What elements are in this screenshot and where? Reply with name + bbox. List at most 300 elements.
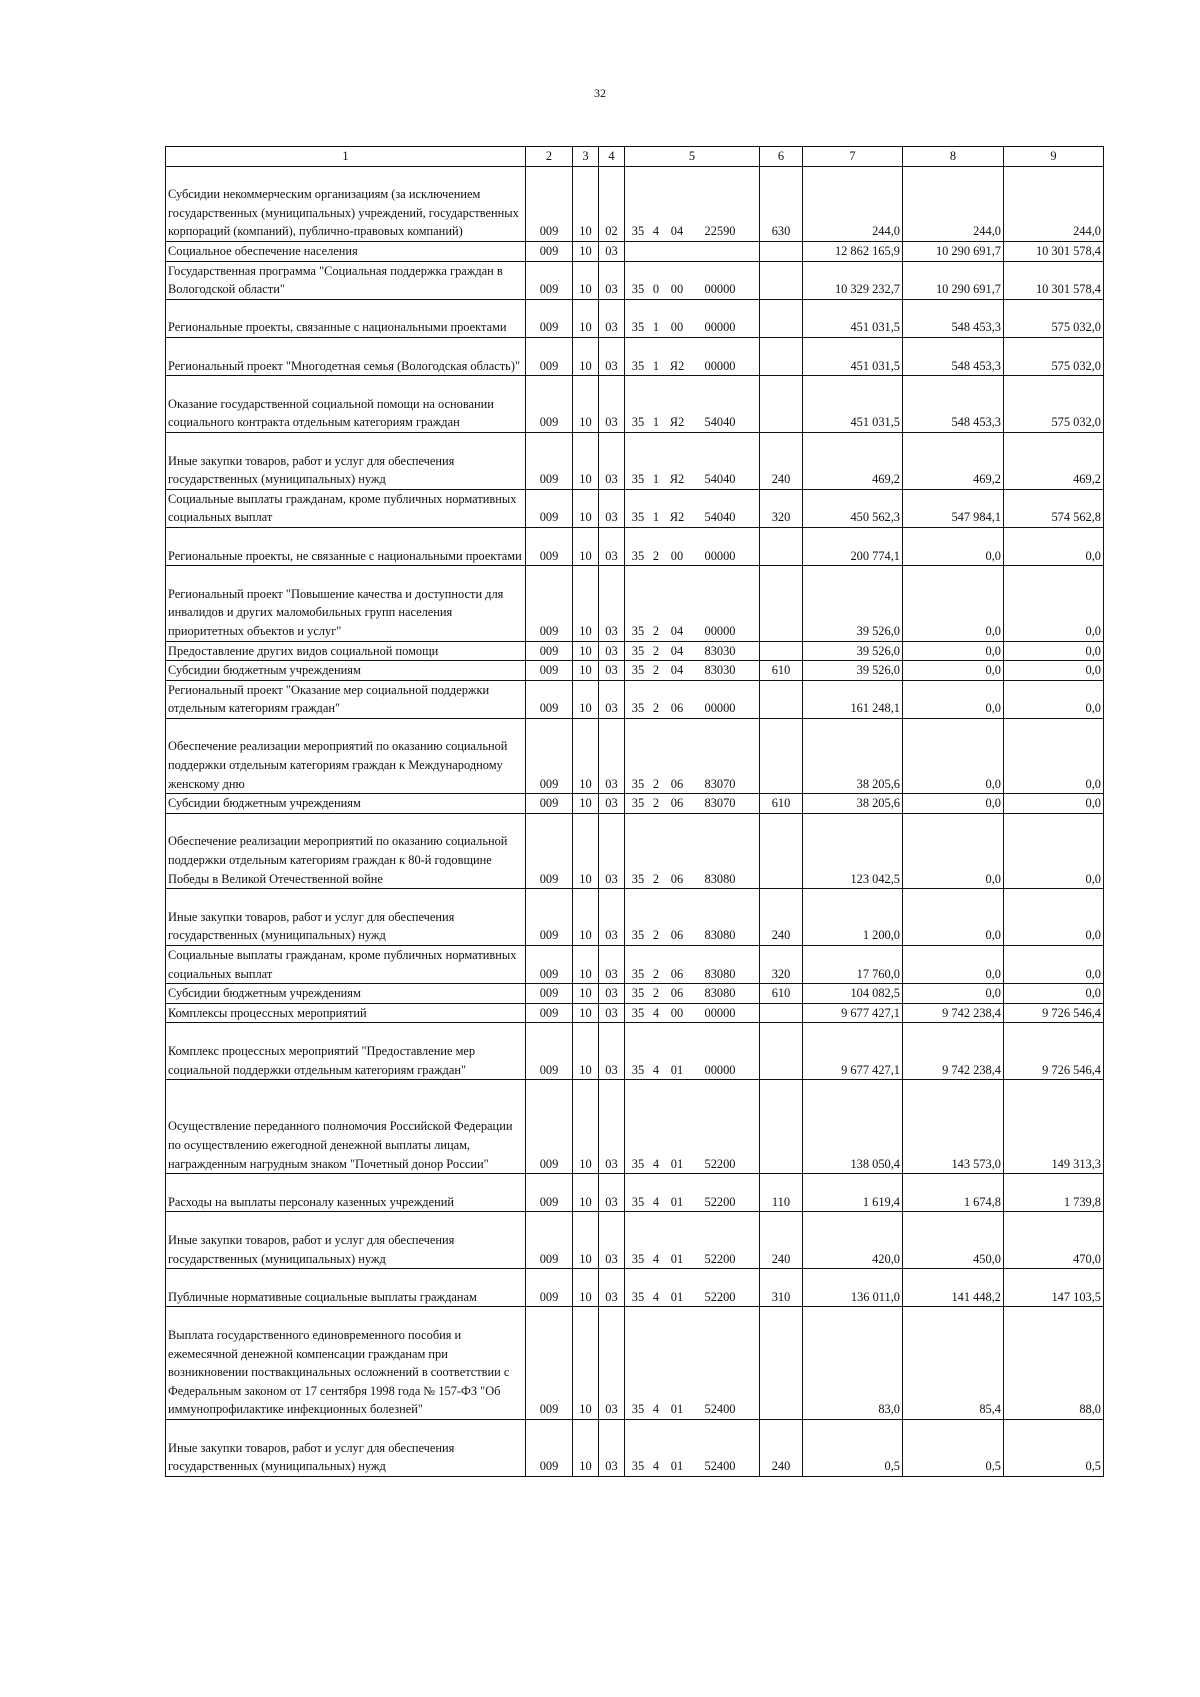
row-amount-2027: 574 562,8 — [1004, 489, 1104, 527]
target-article-code — [627, 508, 757, 527]
row-subsection: 03 — [599, 376, 625, 433]
row-ministry-code: 009 — [526, 1080, 573, 1174]
row-section: 10 — [573, 261, 599, 299]
row-name: Субсидии бюджетным учреждениям — [166, 794, 526, 814]
row-amount-2025: 83,0 — [803, 1307, 903, 1420]
target-article-part: 2 — [652, 986, 660, 1001]
row-amount-2026: 9 742 238,4 — [903, 1003, 1004, 1023]
row-section: 10 — [573, 337, 599, 375]
target-article-code — [627, 547, 757, 566]
row-subsection: 03 — [599, 1307, 625, 1420]
row-amount-2026: 0,0 — [903, 661, 1004, 681]
row-amount-2025: 12 862 165,9 — [803, 241, 903, 261]
row-subsection: 03 — [599, 641, 625, 661]
row-expense-type: 630 — [760, 166, 803, 241]
target-article-part: 06 — [670, 701, 684, 716]
row-target-article — [625, 566, 760, 641]
header-row — [166, 147, 1104, 167]
target-article-part: 35 — [631, 643, 645, 658]
row-ministry-code: 009 — [526, 1023, 573, 1080]
row-section: 10 — [573, 1212, 599, 1269]
row-name: Региональный проект "Повышение качества и доступности для инвалидов и других маломобильных групп населения приоритетных объектов и услуг" — [166, 566, 526, 641]
row-ministry-code: 009 — [526, 1269, 573, 1307]
target-article-code — [627, 318, 757, 337]
target-article-part: 35 — [631, 415, 645, 430]
target-article-part: 1 — [652, 320, 660, 335]
target-article-code — [627, 775, 757, 794]
row-subsection: 03 — [599, 261, 625, 299]
row-amount-2025: 451 031,5 — [803, 376, 903, 433]
row-target-article — [625, 1003, 760, 1023]
table-row — [166, 1080, 1104, 1174]
row-ministry-code: 009 — [526, 984, 573, 1004]
row-section: 10 — [573, 1269, 599, 1307]
row-subsection: 03 — [599, 527, 625, 565]
target-article-part: 00000 — [704, 1005, 736, 1020]
target-article-part: 2 — [652, 623, 660, 638]
row-amount-2026: 548 453,3 — [903, 299, 1004, 337]
target-article-part: 83080 — [704, 928, 736, 943]
row-amount-2027: 9 726 546,4 — [1004, 1003, 1104, 1023]
row-amount-2025: 161 248,1 — [803, 680, 903, 718]
row-section: 10 — [573, 1174, 599, 1212]
row-amount-2026: 141 448,2 — [903, 1269, 1004, 1307]
target-article-part: 01 — [670, 1289, 684, 1304]
table-row — [166, 1269, 1104, 1307]
target-article-part: 52200 — [704, 1289, 736, 1304]
table-row — [166, 813, 1104, 888]
row-section: 10 — [573, 376, 599, 433]
target-article-part: 83070 — [704, 776, 736, 791]
table-row — [166, 1023, 1104, 1080]
row-name: Комплекс процессных мероприятий "Предоставление мер социальной поддержки отдельным категориям граждан" — [166, 1023, 526, 1080]
row-ministry-code: 009 — [526, 1307, 573, 1420]
row-expense-type — [760, 261, 803, 299]
row-section: 10 — [573, 1307, 599, 1420]
target-article-part: Я2 — [669, 358, 685, 373]
target-article-part: 2 — [652, 966, 660, 981]
row-amount-2027: 0,0 — [1004, 946, 1104, 984]
row-amount-2026: 0,0 — [903, 794, 1004, 814]
target-article-part: 54040 — [704, 472, 736, 487]
row-target-article — [625, 432, 760, 489]
target-article-part: 06 — [670, 796, 684, 811]
row-target-article — [625, 641, 760, 661]
row-amount-2026: 0,0 — [903, 984, 1004, 1004]
table-row — [166, 680, 1104, 718]
target-article-part: 52200 — [704, 1251, 736, 1266]
row-expense-type — [760, 337, 803, 375]
row-expense-type: 610 — [760, 794, 803, 814]
table-row — [166, 718, 1104, 793]
row-amount-2026: 0,0 — [903, 813, 1004, 888]
target-article-part: 04 — [670, 623, 684, 638]
target-article-code — [627, 1400, 757, 1419]
header-col-9: 9 — [1004, 147, 1104, 167]
row-subsection: 03 — [599, 1023, 625, 1080]
row-expense-type — [760, 718, 803, 793]
target-article-part: 4 — [652, 1005, 660, 1020]
row-amount-2027: 0,0 — [1004, 984, 1104, 1004]
page-number: 32 — [594, 86, 606, 100]
target-article-part: 35 — [631, 1194, 645, 1209]
target-article-code — [627, 622, 757, 641]
target-article-part: 54040 — [704, 415, 736, 430]
row-amount-2027: 575 032,0 — [1004, 376, 1104, 433]
row-target-article — [625, 984, 760, 1004]
target-article-part: 83080 — [704, 966, 736, 981]
target-article-code — [627, 1288, 757, 1307]
row-amount-2027: 10 301 578,4 — [1004, 241, 1104, 261]
row-amount-2025: 451 031,5 — [803, 337, 903, 375]
row-amount-2026: 0,0 — [903, 680, 1004, 718]
target-article-part: 2 — [652, 776, 660, 791]
row-subsection: 03 — [599, 718, 625, 793]
row-ministry-code: 009 — [526, 1003, 573, 1023]
target-article-code — [627, 1250, 757, 1269]
row-ministry-code: 009 — [526, 794, 573, 814]
target-article-code — [627, 222, 757, 241]
row-amount-2025: 17 760,0 — [803, 946, 903, 984]
row-amount-2027: 469,2 — [1004, 432, 1104, 489]
target-article-part: 35 — [631, 548, 645, 563]
table-row — [166, 432, 1104, 489]
row-target-article — [625, 241, 760, 261]
row-amount-2027: 88,0 — [1004, 1307, 1104, 1420]
row-ministry-code: 009 — [526, 166, 573, 241]
row-target-article — [625, 261, 760, 299]
row-ministry-code: 009 — [526, 489, 573, 527]
row-section: 10 — [573, 299, 599, 337]
row-subsection: 03 — [599, 984, 625, 1004]
row-expense-type — [760, 241, 803, 261]
row-subsection: 03 — [599, 489, 625, 527]
target-article-part: 35 — [631, 623, 645, 638]
table-body — [166, 166, 1104, 1476]
target-article-part: 4 — [652, 1062, 660, 1077]
target-article-part: 2 — [652, 663, 660, 678]
row-ministry-code: 009 — [526, 376, 573, 433]
row-ministry-code: 009 — [526, 261, 573, 299]
row-target-article — [625, 1307, 760, 1420]
row-amount-2025: 469,2 — [803, 432, 903, 489]
row-ministry-code: 009 — [526, 661, 573, 681]
target-article-part: 2 — [652, 701, 660, 716]
row-amount-2026: 0,0 — [903, 718, 1004, 793]
row-amount-2027: 0,0 — [1004, 889, 1104, 946]
row-amount-2026: 0,5 — [903, 1419, 1004, 1476]
row-name: Иные закупки товаров, работ и услуг для обеспечения государственных (муниципальных) нужд — [166, 432, 526, 489]
target-article-part: 83030 — [704, 663, 736, 678]
target-article-part: 1 — [652, 472, 660, 487]
row-name: Субсидии некоммерческим организациям (за исключением государственных (муниципальных) учреждений, государственных корпораций (компаний), публично-правовых компаний) — [166, 166, 526, 241]
row-expense-type: 240 — [760, 1212, 803, 1269]
header-col-3: 3 — [573, 147, 599, 167]
table-row — [166, 299, 1104, 337]
row-subsection: 03 — [599, 813, 625, 888]
target-article-part: 01 — [670, 1402, 684, 1417]
row-amount-2026: 10 290 691,7 — [903, 241, 1004, 261]
row-subsection: 03 — [599, 1419, 625, 1476]
row-amount-2027: 575 032,0 — [1004, 299, 1104, 337]
row-target-article — [625, 1080, 760, 1174]
row-target-article — [625, 889, 760, 946]
header-col-6: 6 — [760, 147, 803, 167]
target-article-part: 52400 — [704, 1402, 736, 1417]
row-amount-2025: 1 619,4 — [803, 1174, 903, 1212]
table-row — [166, 641, 1104, 661]
row-amount-2025: 136 011,0 — [803, 1269, 903, 1307]
target-article-part: 00000 — [704, 320, 736, 335]
row-name: Субсидии бюджетным учреждениям — [166, 984, 526, 1004]
row-ministry-code: 009 — [526, 337, 573, 375]
target-article-part: 35 — [631, 472, 645, 487]
row-subsection: 03 — [599, 1212, 625, 1269]
target-article-part: 35 — [631, 1005, 645, 1020]
row-name: Социальные выплаты гражданам, кроме публичных нормативных социальных выплат — [166, 489, 526, 527]
row-amount-2025: 244,0 — [803, 166, 903, 241]
row-target-article — [625, 1212, 760, 1269]
table-row — [166, 527, 1104, 565]
target-article-part: 06 — [670, 871, 684, 886]
row-expense-type — [760, 641, 803, 661]
row-section: 10 — [573, 946, 599, 984]
row-amount-2026: 469,2 — [903, 432, 1004, 489]
target-article-part: 00000 — [704, 701, 736, 716]
row-section: 10 — [573, 1419, 599, 1476]
target-article-part: 22590 — [704, 224, 736, 239]
row-expense-type: 110 — [760, 1174, 803, 1212]
row-section: 10 — [573, 813, 599, 888]
row-ministry-code: 009 — [526, 718, 573, 793]
target-article-part: Я2 — [669, 415, 685, 430]
table-row — [166, 946, 1104, 984]
row-name: Региональные проекты, связанные с национальными проектами — [166, 299, 526, 337]
row-ministry-code: 009 — [526, 641, 573, 661]
row-amount-2027: 470,0 — [1004, 1212, 1104, 1269]
row-subsection: 03 — [599, 337, 625, 375]
row-amount-2027: 575 032,0 — [1004, 337, 1104, 375]
row-target-article — [625, 794, 760, 814]
row-target-article — [625, 680, 760, 718]
row-amount-2027: 0,0 — [1004, 661, 1104, 681]
row-expense-type — [760, 299, 803, 337]
row-expense-type — [760, 1023, 803, 1080]
target-article-part: 4 — [652, 1251, 660, 1266]
target-article-part: 01 — [670, 1062, 684, 1077]
row-subsection: 03 — [599, 661, 625, 681]
row-target-article — [625, 661, 760, 681]
table-row — [166, 889, 1104, 946]
target-article-part: 00000 — [704, 358, 736, 373]
row-name: Расходы на выплаты персоналу казенных учреждений — [166, 1174, 526, 1212]
row-amount-2025: 9 677 427,1 — [803, 1003, 903, 1023]
row-amount-2025: 200 774,1 — [803, 527, 903, 565]
row-amount-2025: 123 042,5 — [803, 813, 903, 888]
target-article-part: Я2 — [669, 510, 685, 525]
row-amount-2026: 0,0 — [903, 566, 1004, 641]
header-col-2: 2 — [526, 147, 573, 167]
row-target-article — [625, 299, 760, 337]
row-name: Региональные проекты, не связанные с национальными проектами — [166, 527, 526, 565]
target-article-part: 35 — [631, 224, 645, 239]
target-article-part: 4 — [652, 1194, 660, 1209]
target-article-code — [627, 661, 757, 680]
target-article-part: 54040 — [704, 510, 736, 525]
target-article-part: 35 — [631, 928, 645, 943]
row-name: Социальное обеспечение населения — [166, 241, 526, 261]
row-ministry-code: 009 — [526, 299, 573, 337]
target-article-part: 35 — [631, 282, 645, 297]
row-expense-type — [760, 527, 803, 565]
row-amount-2025: 10 329 232,7 — [803, 261, 903, 299]
row-amount-2027: 0,0 — [1004, 641, 1104, 661]
target-article-part: 2 — [652, 871, 660, 886]
target-article-part: 06 — [670, 776, 684, 791]
row-subsection: 03 — [599, 1003, 625, 1023]
target-article-part: 04 — [670, 663, 684, 678]
row-amount-2025: 450 562,3 — [803, 489, 903, 527]
row-ministry-code: 009 — [526, 889, 573, 946]
target-article-code — [627, 1193, 757, 1212]
row-subsection: 03 — [599, 1174, 625, 1212]
row-expense-type — [760, 566, 803, 641]
target-article-code — [627, 1457, 757, 1476]
row-target-article — [625, 527, 760, 565]
row-amount-2026: 244,0 — [903, 166, 1004, 241]
target-article-part: 00 — [670, 320, 684, 335]
header-col-1: 1 — [166, 147, 526, 167]
row-subsection: 03 — [599, 889, 625, 946]
row-section: 10 — [573, 432, 599, 489]
budget-table — [165, 146, 1104, 1477]
target-article-part: 35 — [631, 1402, 645, 1417]
row-amount-2025: 138 050,4 — [803, 1080, 903, 1174]
row-amount-2025: 38 205,6 — [803, 794, 903, 814]
row-target-article — [625, 1174, 760, 1212]
target-article-part: 83070 — [704, 796, 736, 811]
row-name: Осуществление переданного полномочия Российской Федерации по осуществлению ежегодной денежной выплаты лицам, награжденным нагрудным знаком "Почетный донор России" — [166, 1080, 526, 1174]
row-section: 10 — [573, 889, 599, 946]
target-article-part: 00 — [670, 282, 684, 297]
target-article-part: 35 — [631, 320, 645, 335]
target-article-part: 04 — [670, 643, 684, 658]
target-article-code — [627, 926, 757, 945]
target-article-part: 83030 — [704, 643, 736, 658]
row-amount-2025: 38 205,6 — [803, 718, 903, 793]
target-article-part: 35 — [631, 701, 645, 716]
row-name: Государственная программа "Социальная поддержка граждан в Вологодской области" — [166, 261, 526, 299]
row-target-article — [625, 376, 760, 433]
row-amount-2026: 143 573,0 — [903, 1080, 1004, 1174]
table-row — [166, 1212, 1104, 1269]
header-col-5: 5 — [625, 147, 760, 167]
row-section: 10 — [573, 661, 599, 681]
table-row — [166, 794, 1104, 814]
row-amount-2027: 0,5 — [1004, 1419, 1104, 1476]
row-amount-2026: 0,0 — [903, 641, 1004, 661]
row-amount-2027: 0,0 — [1004, 566, 1104, 641]
target-article-part: 06 — [670, 966, 684, 981]
row-ministry-code: 009 — [526, 432, 573, 489]
target-article-part: 00000 — [704, 282, 736, 297]
row-amount-2027: 0,0 — [1004, 680, 1104, 718]
row-subsection: 03 — [599, 241, 625, 261]
row-ministry-code: 009 — [526, 241, 573, 261]
row-target-article — [625, 1269, 760, 1307]
target-article-code — [627, 965, 757, 984]
table-row — [166, 566, 1104, 641]
target-article-part: 35 — [631, 358, 645, 373]
target-article-code — [627, 1155, 757, 1174]
row-section: 10 — [573, 166, 599, 241]
row-target-article — [625, 1023, 760, 1080]
target-article-code — [627, 794, 757, 813]
row-amount-2026: 450,0 — [903, 1212, 1004, 1269]
target-article-part: 35 — [631, 871, 645, 886]
target-article-part: 35 — [631, 776, 645, 791]
table-row — [166, 166, 1104, 241]
row-ministry-code: 009 — [526, 527, 573, 565]
row-ministry-code: 009 — [526, 813, 573, 888]
row-name: Иные закупки товаров, работ и услуг для обеспечения государственных (муниципальных) нужд — [166, 1212, 526, 1269]
row-name: Публичные нормативные социальные выплаты гражданам — [166, 1269, 526, 1307]
row-section: 10 — [573, 241, 599, 261]
target-article-part: 35 — [631, 510, 645, 525]
table-row — [166, 261, 1104, 299]
row-name: Предоставление других видов социальной помощи — [166, 641, 526, 661]
row-expense-type — [760, 680, 803, 718]
target-article-part: Я2 — [669, 472, 685, 487]
row-amount-2025: 451 031,5 — [803, 299, 903, 337]
row-expense-type: 240 — [760, 432, 803, 489]
row-section: 10 — [573, 489, 599, 527]
target-article-part: 35 — [631, 1251, 645, 1266]
row-amount-2027: 0,0 — [1004, 718, 1104, 793]
header-col-8: 8 — [903, 147, 1004, 167]
row-amount-2026: 0,0 — [903, 527, 1004, 565]
target-article-part: 35 — [631, 796, 645, 811]
table-row — [166, 489, 1104, 527]
row-section: 10 — [573, 718, 599, 793]
row-amount-2027: 0,0 — [1004, 813, 1104, 888]
target-article-part: 4 — [652, 224, 660, 239]
table-row — [166, 376, 1104, 433]
row-ministry-code: 009 — [526, 1419, 573, 1476]
row-amount-2026: 1 674,8 — [903, 1174, 1004, 1212]
row-expense-type: 240 — [760, 1419, 803, 1476]
table-row — [166, 241, 1104, 261]
target-article-code — [627, 699, 757, 718]
row-expense-type: 310 — [760, 1269, 803, 1307]
target-article-part: 1 — [652, 510, 660, 525]
target-article-part: 35 — [631, 663, 645, 678]
row-amount-2027: 244,0 — [1004, 166, 1104, 241]
target-article-part: 00000 — [704, 548, 736, 563]
target-article-part: 2 — [652, 643, 660, 658]
row-amount-2026: 0,0 — [903, 946, 1004, 984]
table-row — [166, 1174, 1104, 1212]
target-article-part: 00 — [670, 548, 684, 563]
row-amount-2025: 104 082,5 — [803, 984, 903, 1004]
table-row — [166, 661, 1104, 681]
row-expense-type: 610 — [760, 661, 803, 681]
row-subsection: 03 — [599, 432, 625, 489]
row-name: Региональный проект "Оказание мер социальной поддержки отдельным категориям граждан" — [166, 680, 526, 718]
row-ministry-code: 009 — [526, 566, 573, 641]
target-article-part: 06 — [670, 928, 684, 943]
row-name: Субсидии бюджетным учреждениям — [166, 661, 526, 681]
